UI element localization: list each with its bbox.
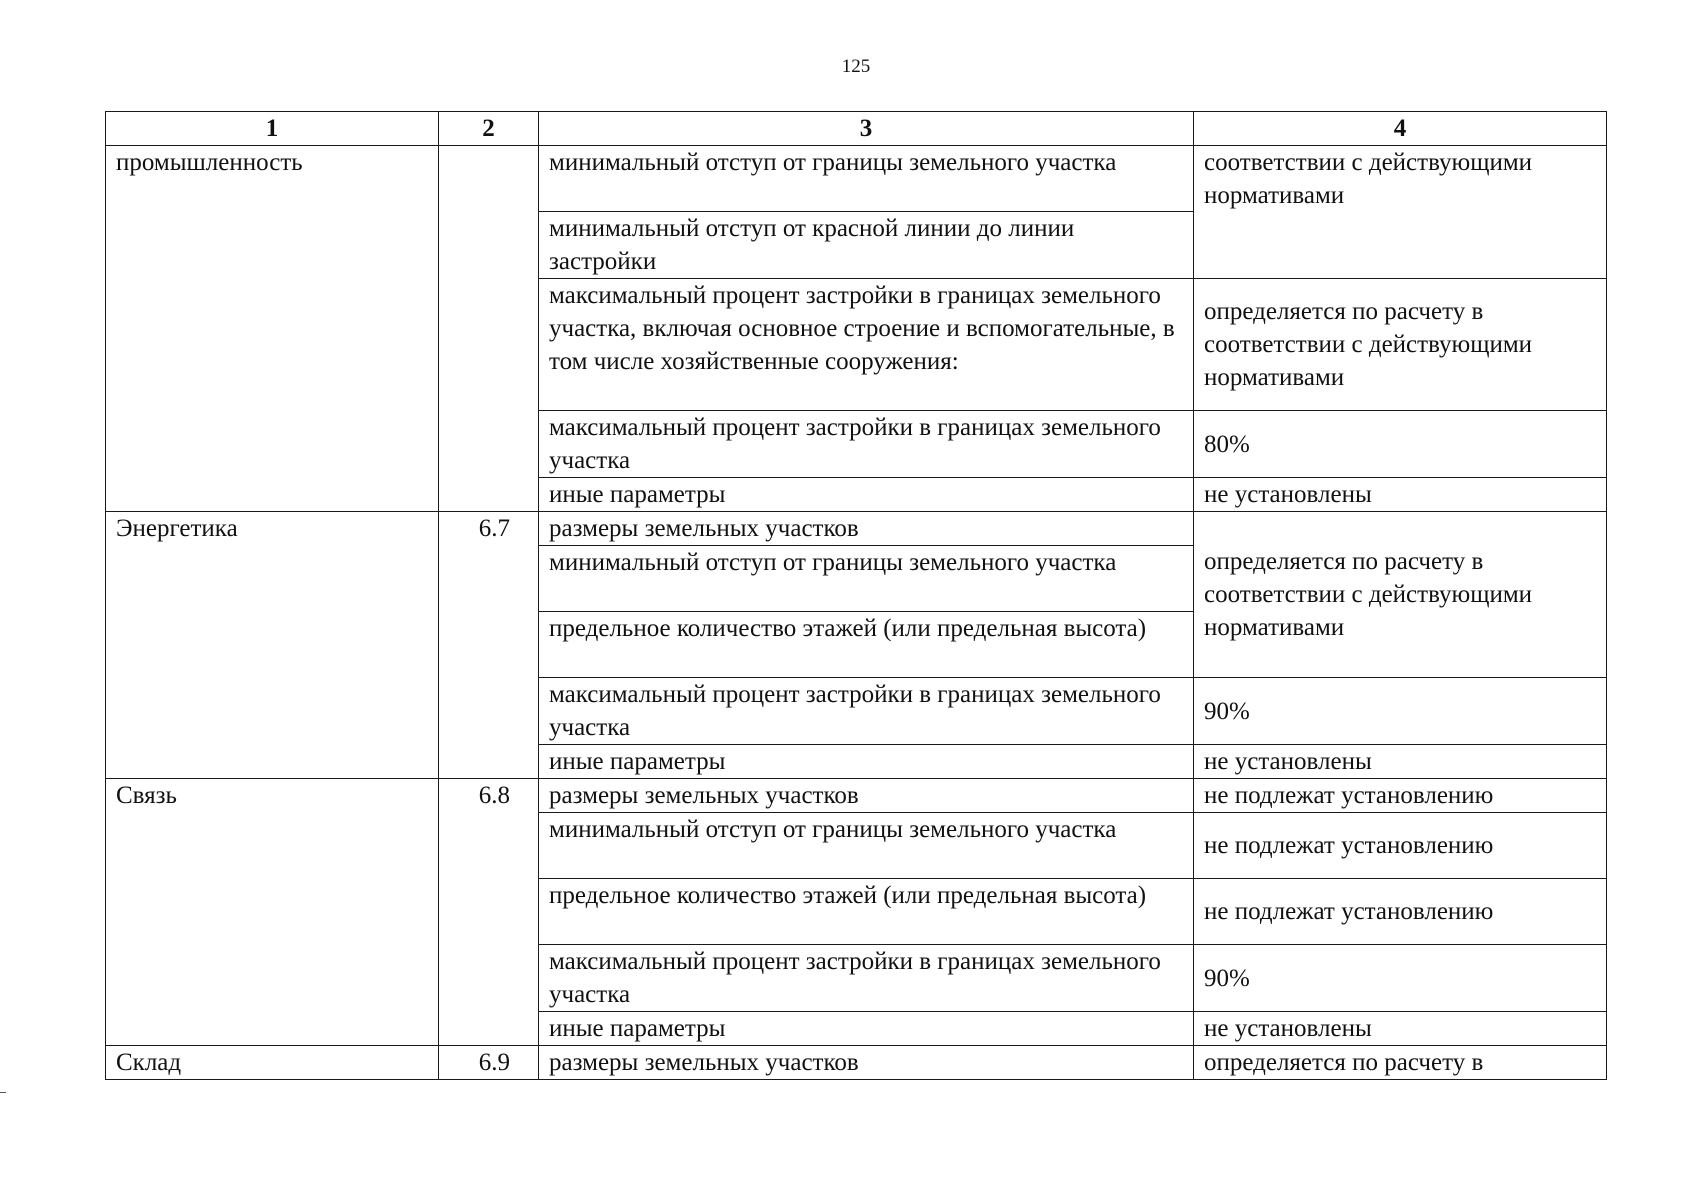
value-cell: 90% <box>1194 678 1607 745</box>
parameter-cell: размеры земельных участков <box>539 512 1194 546</box>
parameter-cell: иные параметры <box>539 478 1194 512</box>
value-cell: не установлены <box>1194 1012 1607 1046</box>
value-cell <box>1194 512 1607 678</box>
parameter-cell: минимальный отступ от границы земельного участка <box>539 146 1194 212</box>
value-cell: не установлены <box>1194 478 1607 512</box>
use-type-cell: Связь <box>106 779 439 1046</box>
value-cell: не подлежат установлению <box>1194 879 1607 945</box>
parameter-cell: иные параметры <box>539 745 1194 779</box>
use-code-cell <box>439 146 539 512</box>
parameter-cell: минимальный отступ от красной линии до линии застройки <box>539 212 1194 279</box>
parameter-cell: иные параметры <box>539 1012 1194 1046</box>
parameter-cell: минимальный отступ от границы земельного участка <box>539 813 1194 879</box>
use-type-cell: Склад <box>106 1046 439 1080</box>
table-row <box>106 146 1607 212</box>
use-type-cell: промышленность <box>106 146 439 512</box>
value-cell: 90% <box>1194 945 1607 1012</box>
value-cell: не подлежат установлению <box>1194 813 1607 879</box>
value-text: определяется по расчету в соответствии с действующими нормативами <box>1204 548 1533 641</box>
column-header-2: 2 <box>439 112 539 146</box>
use-code-cell: 6.7 <box>439 512 539 779</box>
table-row <box>106 1046 1607 1080</box>
value-cell: 80% <box>1194 411 1607 478</box>
parameter-cell: предельное количество этажей (или предельная высота) <box>539 612 1194 678</box>
column-header-4: 4 <box>1194 112 1607 146</box>
table-header-row <box>106 112 1607 146</box>
parameter-cell: максимальный процент застройки в границах земельного участка <box>539 678 1194 745</box>
parameter-cell: максимальный процент застройки в границах земельного участка <box>539 411 1194 478</box>
table-row <box>106 512 1607 546</box>
parameter-cell: размеры земельных участков <box>539 779 1194 813</box>
parameter-cell: максимальный процент застройки в границах земельного участка <box>539 945 1194 1012</box>
parameter-cell: минимальный отступ от границы земельного участка <box>539 546 1194 612</box>
column-header-3: 3 <box>539 112 1194 146</box>
margin-tick-mark <box>0 1092 6 1093</box>
value-cell: соответствии с действующими нормативами <box>1194 146 1607 279</box>
zoning-parameters-table <box>105 111 1607 1080</box>
use-code-cell: 6.8 <box>439 779 539 1046</box>
column-header-1: 1 <box>106 112 439 146</box>
parameter-cell: предельное количество этажей (или предельная высота) <box>539 879 1194 945</box>
value-cell: не установлены <box>1194 745 1607 779</box>
parameter-cell: размеры земельных участков <box>539 1046 1194 1080</box>
value-cell: не подлежат установлению <box>1194 779 1607 813</box>
use-code-cell: 6.9 <box>439 1046 539 1080</box>
value-cell: определяется по расчету в соответствии с действующими нормативами <box>1194 279 1607 411</box>
parameter-cell: максимальный процент застройки в границах земельного участка, включая основное строение и вспомогательные, в том числе хозяйственные сооружения: <box>539 279 1194 411</box>
value-cell: определяется по расчету в <box>1194 1046 1607 1080</box>
table-row <box>106 779 1607 813</box>
page-number: 125 <box>841 56 871 77</box>
use-type-cell: Энергетика <box>106 512 439 779</box>
